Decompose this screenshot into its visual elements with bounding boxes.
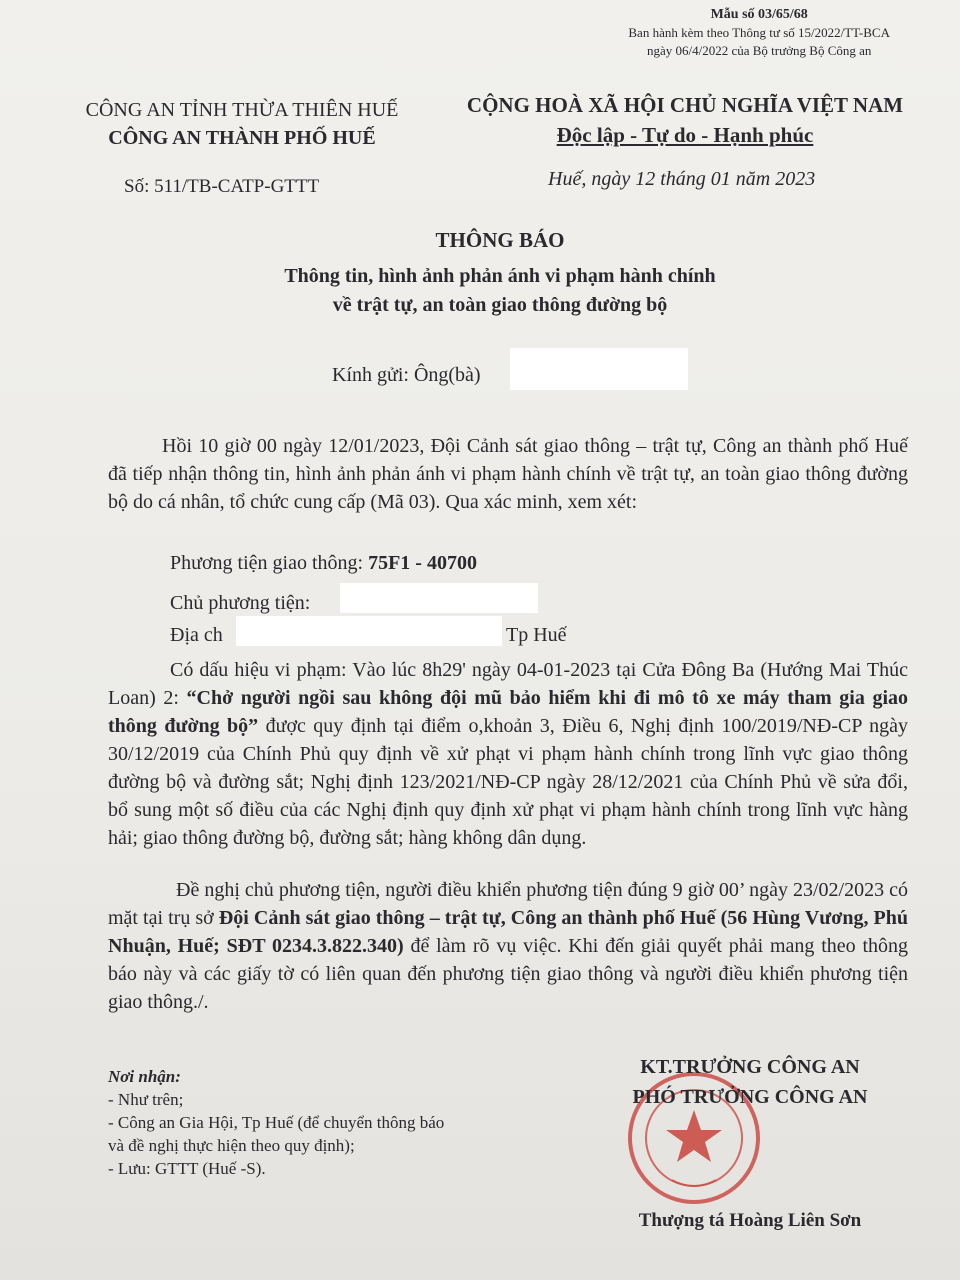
redacted-address-block <box>236 616 502 646</box>
nation-motto: Độc lập - Tự do - Hạnh phúc <box>556 123 814 147</box>
recipient-1: - Như trên; <box>108 1090 184 1109</box>
address-label: Địa ch <box>170 624 223 646</box>
document-title: THÔNG BÁO <box>435 228 565 252</box>
request-location: Đội Cảnh sát giao thông – trật tự, Công an thành phố Huế (56 Hùng Vương, Phú Nhuận, Huế; SĐT 0234.3.822.340) <box>108 907 908 957</box>
form-reference <box>628 6 890 60</box>
subtitle-line2: về trật tự, an toàn giao thông đường bộ <box>332 294 668 316</box>
signature-line2: PHÓ TRƯỞNG CÔNG AN <box>632 1086 868 1108</box>
owner-label: Chủ phương tiện: <box>170 592 311 614</box>
signature-line1: KT.TRƯỞNG CÔNG AN <box>640 1056 860 1078</box>
redacted-owner-block <box>340 583 538 613</box>
recipient-3: và đề nghị thực hiện theo quy định); <box>108 1136 355 1155</box>
agency-parent: CÔNG AN TỈNH THỪA THIÊN HUẾ <box>85 99 399 121</box>
signature-title <box>560 1052 940 1112</box>
greeting: Kính gửi: Ông(bà) <box>332 364 481 386</box>
nation-title: CỘNG HOÀ XÃ HỘI CHỦ NGHĨA VIỆT NAM <box>466 93 904 117</box>
request-intro: Đề nghị chủ phương tiện, người điều khiển phương tiện đúng 9 giờ 00’ ngày 23/02/2023 có mặt tại trụ sở <box>108 879 908 929</box>
agency-name: CÔNG AN THÀNH PHỐ HUẾ <box>108 127 376 149</box>
nation-header <box>440 90 930 150</box>
address-suffix: Tp Huế <box>506 624 567 646</box>
recipients-heading: Nơi nhận: <box>108 1067 181 1086</box>
form-basis-line2: ngày 06/4/2022 của Bộ trưởng Bộ Công an <box>646 43 872 58</box>
vehicle-label: Phương tiện giao thông: <box>170 552 369 574</box>
recipient-4: - Lưu: GTTT (Huế -S). <box>108 1159 266 1178</box>
intro-paragraph: Hồi 10 giờ 00 ngày 12/01/2023, Đội Cảnh sát giao thông – trật tự, Công an thành phố Huế đã tiếp nhận thông tin, hình ảnh phản ánh vi phạm hành chính về trật tự, an toàn giao thông đường bộ do cá nhân, tổ chức cung cấp (Mã 03). Qua xác minh, xem xét: <box>108 435 908 513</box>
document-number: Số: 511/TB-CATP-GTTT <box>124 176 320 197</box>
request-paragraph <box>108 876 908 1016</box>
vehicle-plate: 75F1 - 40700 <box>368 552 477 574</box>
form-basis-line1: Ban hành kèm theo Thông tư số 15/2022/TT-BCA <box>628 25 890 40</box>
recipient-2: - Công an Gia Hội, Tp Huế (để chuyển thông báo <box>108 1113 445 1132</box>
violation-intro: Có dấu hiệu vi phạm: Vào lúc 8h29' ngày 04-01-2023 tại Cửa Đông Ba (Hướng Mai Thúc Loan) 2: <box>108 659 908 709</box>
violation-description: “Chở người ngồi sau không đội mũ bảo hiểm khi đi mô tô xe máy tham gia giao thông đường bộ” <box>108 687 908 737</box>
form-code: Mẫu số 03/65/68 <box>710 7 808 22</box>
agency-header <box>62 96 422 152</box>
redacted-name-block <box>510 348 688 390</box>
violation-legal-basis: được quy định tại điểm o,khoản 3, Điều 6, Nghị định 100/2019/NĐ-CP ngày 30/12/2019 của Chính Phủ quy định về xử phạt vi phạm hành chính trong lĩnh vực giao thông đường bộ và đường sắt; Nghị định 123/2021/NĐ-CP ngày 28/12/2021 của Chính Phủ về sửa đổi, bổ sung một số điều của các Nghị định quy định xử phạt vi phạm hành chính trong lĩnh vực hàng hải; giao thông đường bộ, đường sắt; hàng không dân dụng. <box>108 715 908 849</box>
signer-name: Thượng tá Hoàng Liên Sơn <box>638 1210 862 1231</box>
violation-paragraph <box>108 656 908 852</box>
subtitle-line1: Thông tin, hình ảnh phản ánh vi phạm hành chính <box>284 265 716 287</box>
vehicle-line <box>170 552 477 575</box>
request-details: để làm rõ vụ việc. Khi đến giải quyết phải mang theo thông báo này và các giấy tờ có liên quan đến phương tiện giao thông và người điều khiển phương tiện giao thông./. <box>108 935 909 1013</box>
document-date: Huế, ngày 12 tháng 01 năm 2023 <box>548 168 816 190</box>
recipients-block <box>108 1065 444 1180</box>
document-subtitle <box>0 262 960 320</box>
